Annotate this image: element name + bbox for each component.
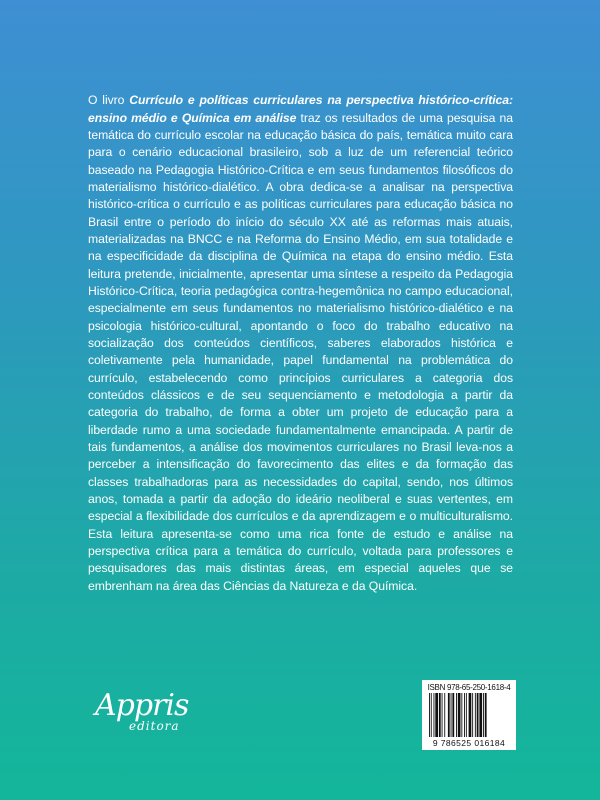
book-title: Currículo e políticas curriculares na perspectiva histórico-crítica: ensino médio e Química em análise xyxy=(88,93,513,125)
isbn-label: ISBN 978-65-250-1618-4 xyxy=(427,683,511,692)
barcode-icon xyxy=(429,693,509,737)
blurb-body: traz os resultados de uma pesquisa na temática do currículo escolar na educação básica do país, temática muito cara para o cenário educacional brasileiro, sob a luz de um referencial teórico baseado na Pedagogia Histórico-Crítica e em seus fundamentos filosóficos do materialismo histórico-dialético. A obra dedica-se a analisar na perspectiva histórico-crítica o currículo e as políticas curriculares para educação básica no Brasil entre o período do início do século XX até as reformas mais atuais, materializadas na BNCC e na Reforma do Ensino Médio, em sua totalidade e na especificidade da disciplina de Química na etapa do ensino médio. Esta leitura pretende, inicialmente, apresentar uma síntese a respeito da Pedagogia Histórico-Crítica, teoria pedagógica contra-hegemônica no campo educacional, especialmente em seus fundamentos no materialismo histórico-dialético e na psicologia histórico-cultural, apontando o foco do trabalho educativo na socialização dos conteúdos científicos, saberes elaborados histórica e coletivamente pela humanidade, papel fundamental na problemática do currículo, estabelecendo como princípios curriculares a categoria dos conteúdos clássicos e de seu sequenciamento e metodologia a partir da categoria do trabalho, de forma a obter um projeto de educação para a liberdade rumo a uma sociedade fundamentalmente emancipada. A partir de tais fundamentos, a análise dos movimentos curriculares no Brasil leva-nos a perceber a intensificação do favorecimento das elites e da formação das classes trabalhadoras para as necessidades do capital, sendo, nos últimos anos, tomada a partir da adoção do ideário neoliberal e suas vertentes, em especial a flexibilidade dos currículos e da aprendizagem e o multiculturalismo. Esta leitura apresenta-se como uma rica fonte de estudo e análise na perspectiva crítica para a temática do currículo, voltada para professores e pesquisadores das mais distintas áreas, em especial aqueles que se embrenham na área das Ciências da Natureza e da Química. xyxy=(88,110,513,593)
ean-digits: 9 786525 016184 xyxy=(432,738,506,748)
logo-subtext: editora xyxy=(129,719,180,733)
publisher-logo xyxy=(85,688,195,740)
barcode-panel xyxy=(422,680,516,750)
blurb-intro: O livro xyxy=(88,93,130,108)
blurb-text xyxy=(88,92,513,595)
logo-wordmark: Appris xyxy=(95,688,189,723)
